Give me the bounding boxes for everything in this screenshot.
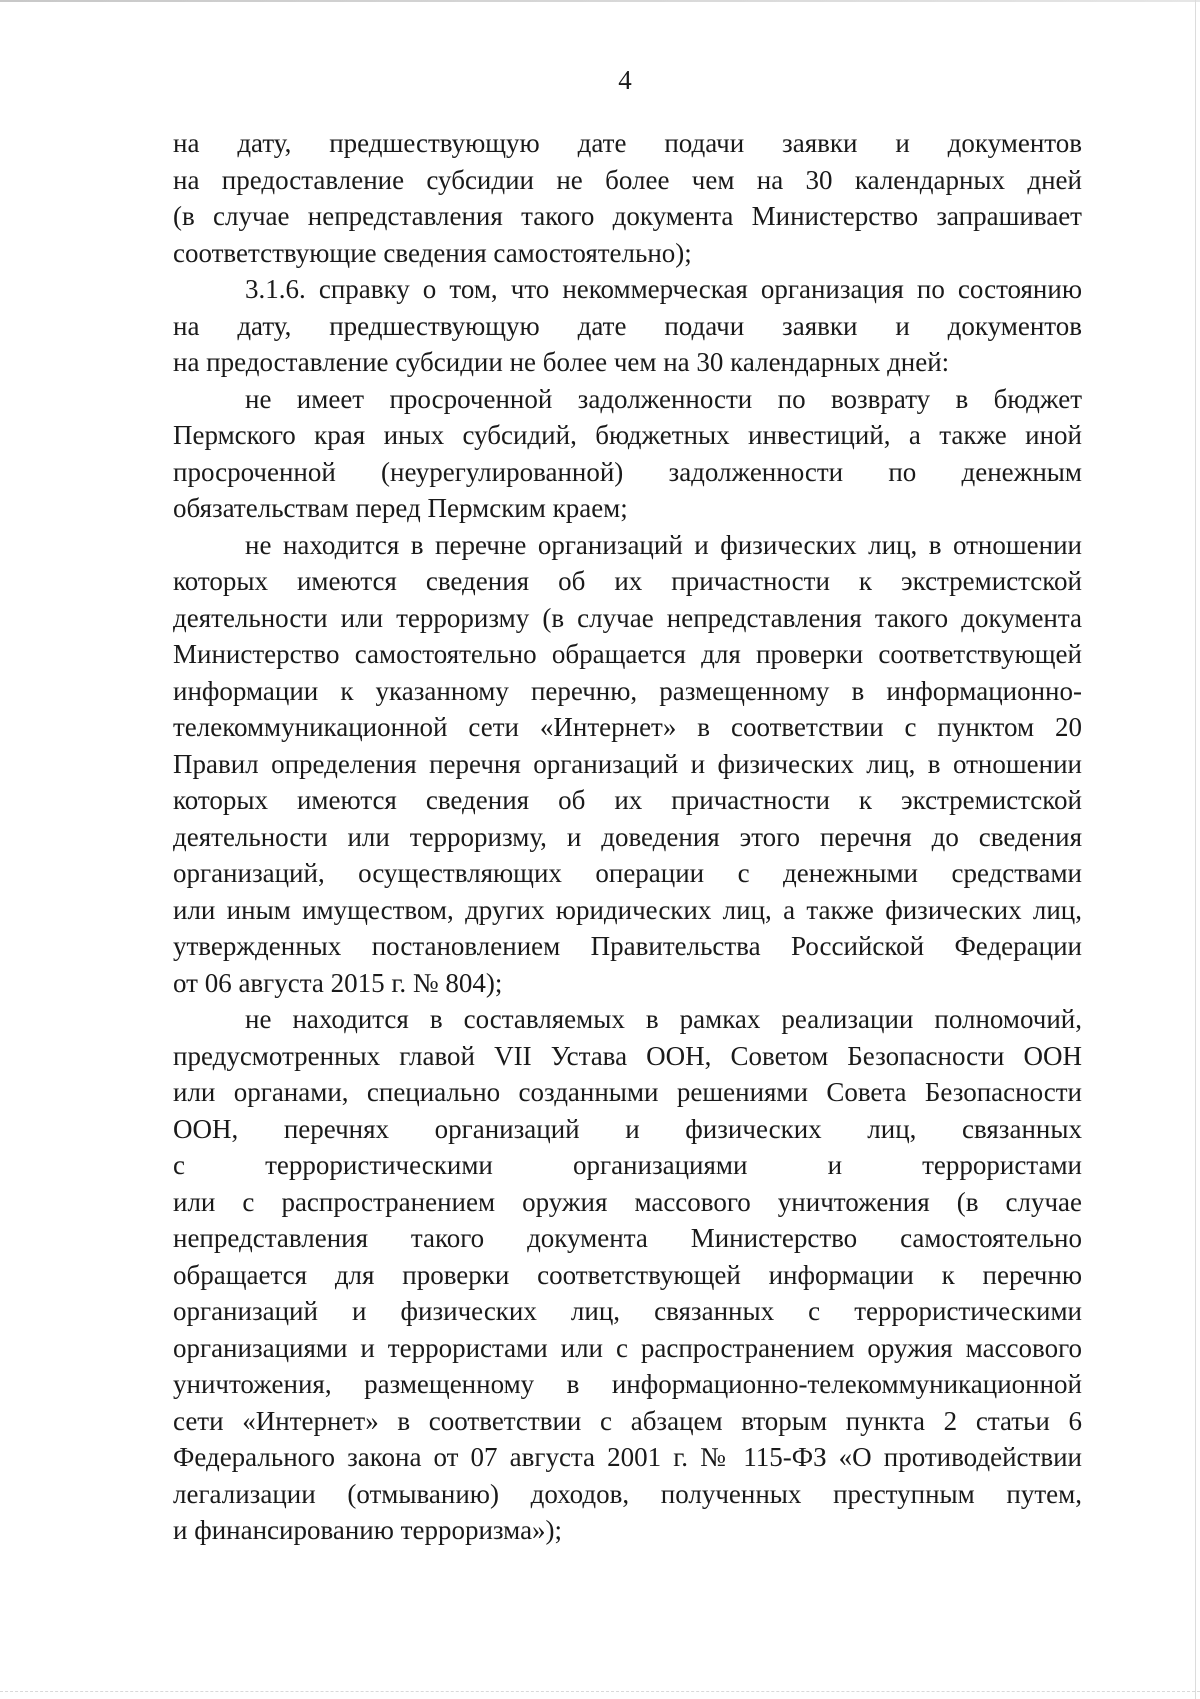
text-line: на дату, предшествующую дате подачи заявки и документов xyxy=(173,128,1082,158)
text-line: ООН, перечнях организаций и физических лиц, связанных xyxy=(173,1113,1082,1144)
text-line: организаций, осуществляющих операции с денежными средствами xyxy=(173,858,1082,888)
text-line: или с распространением оружия массового уничтожения (в случае xyxy=(173,1186,1082,1217)
text-line: телекоммуникационной сети «Интернет» в соответствии с пунктом 20 xyxy=(173,712,1082,742)
text-line: или иным имуществом, других юридических лиц, а также физических лиц, xyxy=(173,894,1082,925)
text-line: не находится в составляемых в рамках реализации полномочий, xyxy=(245,1004,1082,1034)
text-line: Пермского края иных субсидий, бюджетных инвестиций, а также иной xyxy=(173,420,1082,450)
text-line: обязательствам перед Пермским краем; xyxy=(173,493,628,523)
text-line: которых имеются сведения об их причастности к экстремистской xyxy=(173,566,1082,596)
text-line: деятельности или терроризму (в случае непредставления такого документа xyxy=(173,602,1082,633)
text-line: 3.1.6. справку о том, что некоммерческая организация по состоянию xyxy=(245,274,1082,304)
text-line: организаций и физических лиц, связанных с террористическими xyxy=(173,1296,1082,1326)
text-line: Министерство самостоятельно обращается для проверки соответствующей xyxy=(173,639,1082,669)
text-line: уничтожения, размещенному в информационно-телекоммуникационной xyxy=(173,1369,1082,1399)
text-line: соответствующие сведения самостоятельно); xyxy=(173,237,692,268)
scan-right-edge xyxy=(1195,0,1196,1699)
text-line: просроченной (неурегулированной) задолженности по денежным xyxy=(173,456,1082,487)
text-line: от 06 августа 2015 г. № 804); xyxy=(173,967,503,998)
text-line: которых имеются сведения об их причастности к экстремистской xyxy=(173,785,1082,815)
text-line: организациями и террористами или с распространением оружия массового xyxy=(173,1332,1082,1363)
text-line: легализации (отмыванию) доходов, полученных преступным путем, xyxy=(173,1478,1082,1509)
text-line: Федерального закона от 07 августа 2001 г. № 115-ФЗ «О противодействии xyxy=(173,1442,1082,1472)
text-line: и финансированию терроризма»); xyxy=(173,1515,563,1545)
text-line: обращается для проверки соответствующей информации к перечню xyxy=(173,1259,1082,1290)
document-body xyxy=(173,125,1082,1549)
text-line: не находится в перечне организаций и физических лиц, в отношении xyxy=(245,529,1082,560)
text-line: не имеет просроченной задолженности по возврату в бюджет xyxy=(245,383,1082,414)
scan-top-edge xyxy=(0,0,1200,2)
scan-bottom-edge xyxy=(0,1691,1200,1692)
text-line: Правил определения перечня организаций и физических лиц, в отношении xyxy=(173,748,1082,779)
text-line: на предоставление субсидии не более чем на 30 календарных дней xyxy=(173,164,1082,195)
text-line: на дату, предшествующую дате подачи заявки и документов xyxy=(173,310,1082,341)
text-line: с террористическими организациями и террористами xyxy=(173,1150,1082,1180)
page-number: 4 xyxy=(618,65,632,95)
text-line: деятельности или терроризму, и доведения этого перечня до сведения xyxy=(173,821,1082,852)
text-line: сети «Интернет» в соответствии с абзацем вторым пункта 2 статьи 6 xyxy=(173,1405,1082,1436)
text-line: на предоставление субсидии не более чем на 30 календарных дней: xyxy=(173,347,950,377)
text-line: непредставления такого документа Министерство самостоятельно xyxy=(173,1223,1082,1253)
text-line: утвержденных постановлением Правительства Российской Федерации xyxy=(173,931,1082,961)
text-line: или органами, специально созданными решениями Совета Безопасности xyxy=(173,1077,1082,1107)
text-line: информации к указанному перечню, размещенному в информационно- xyxy=(173,675,1082,706)
text-line: (в случае непредставления такого документа Министерство запрашивает xyxy=(173,201,1082,231)
text-line: предусмотренных главой VII Устава ООН, Советом Безопасности ООН xyxy=(173,1040,1082,1071)
